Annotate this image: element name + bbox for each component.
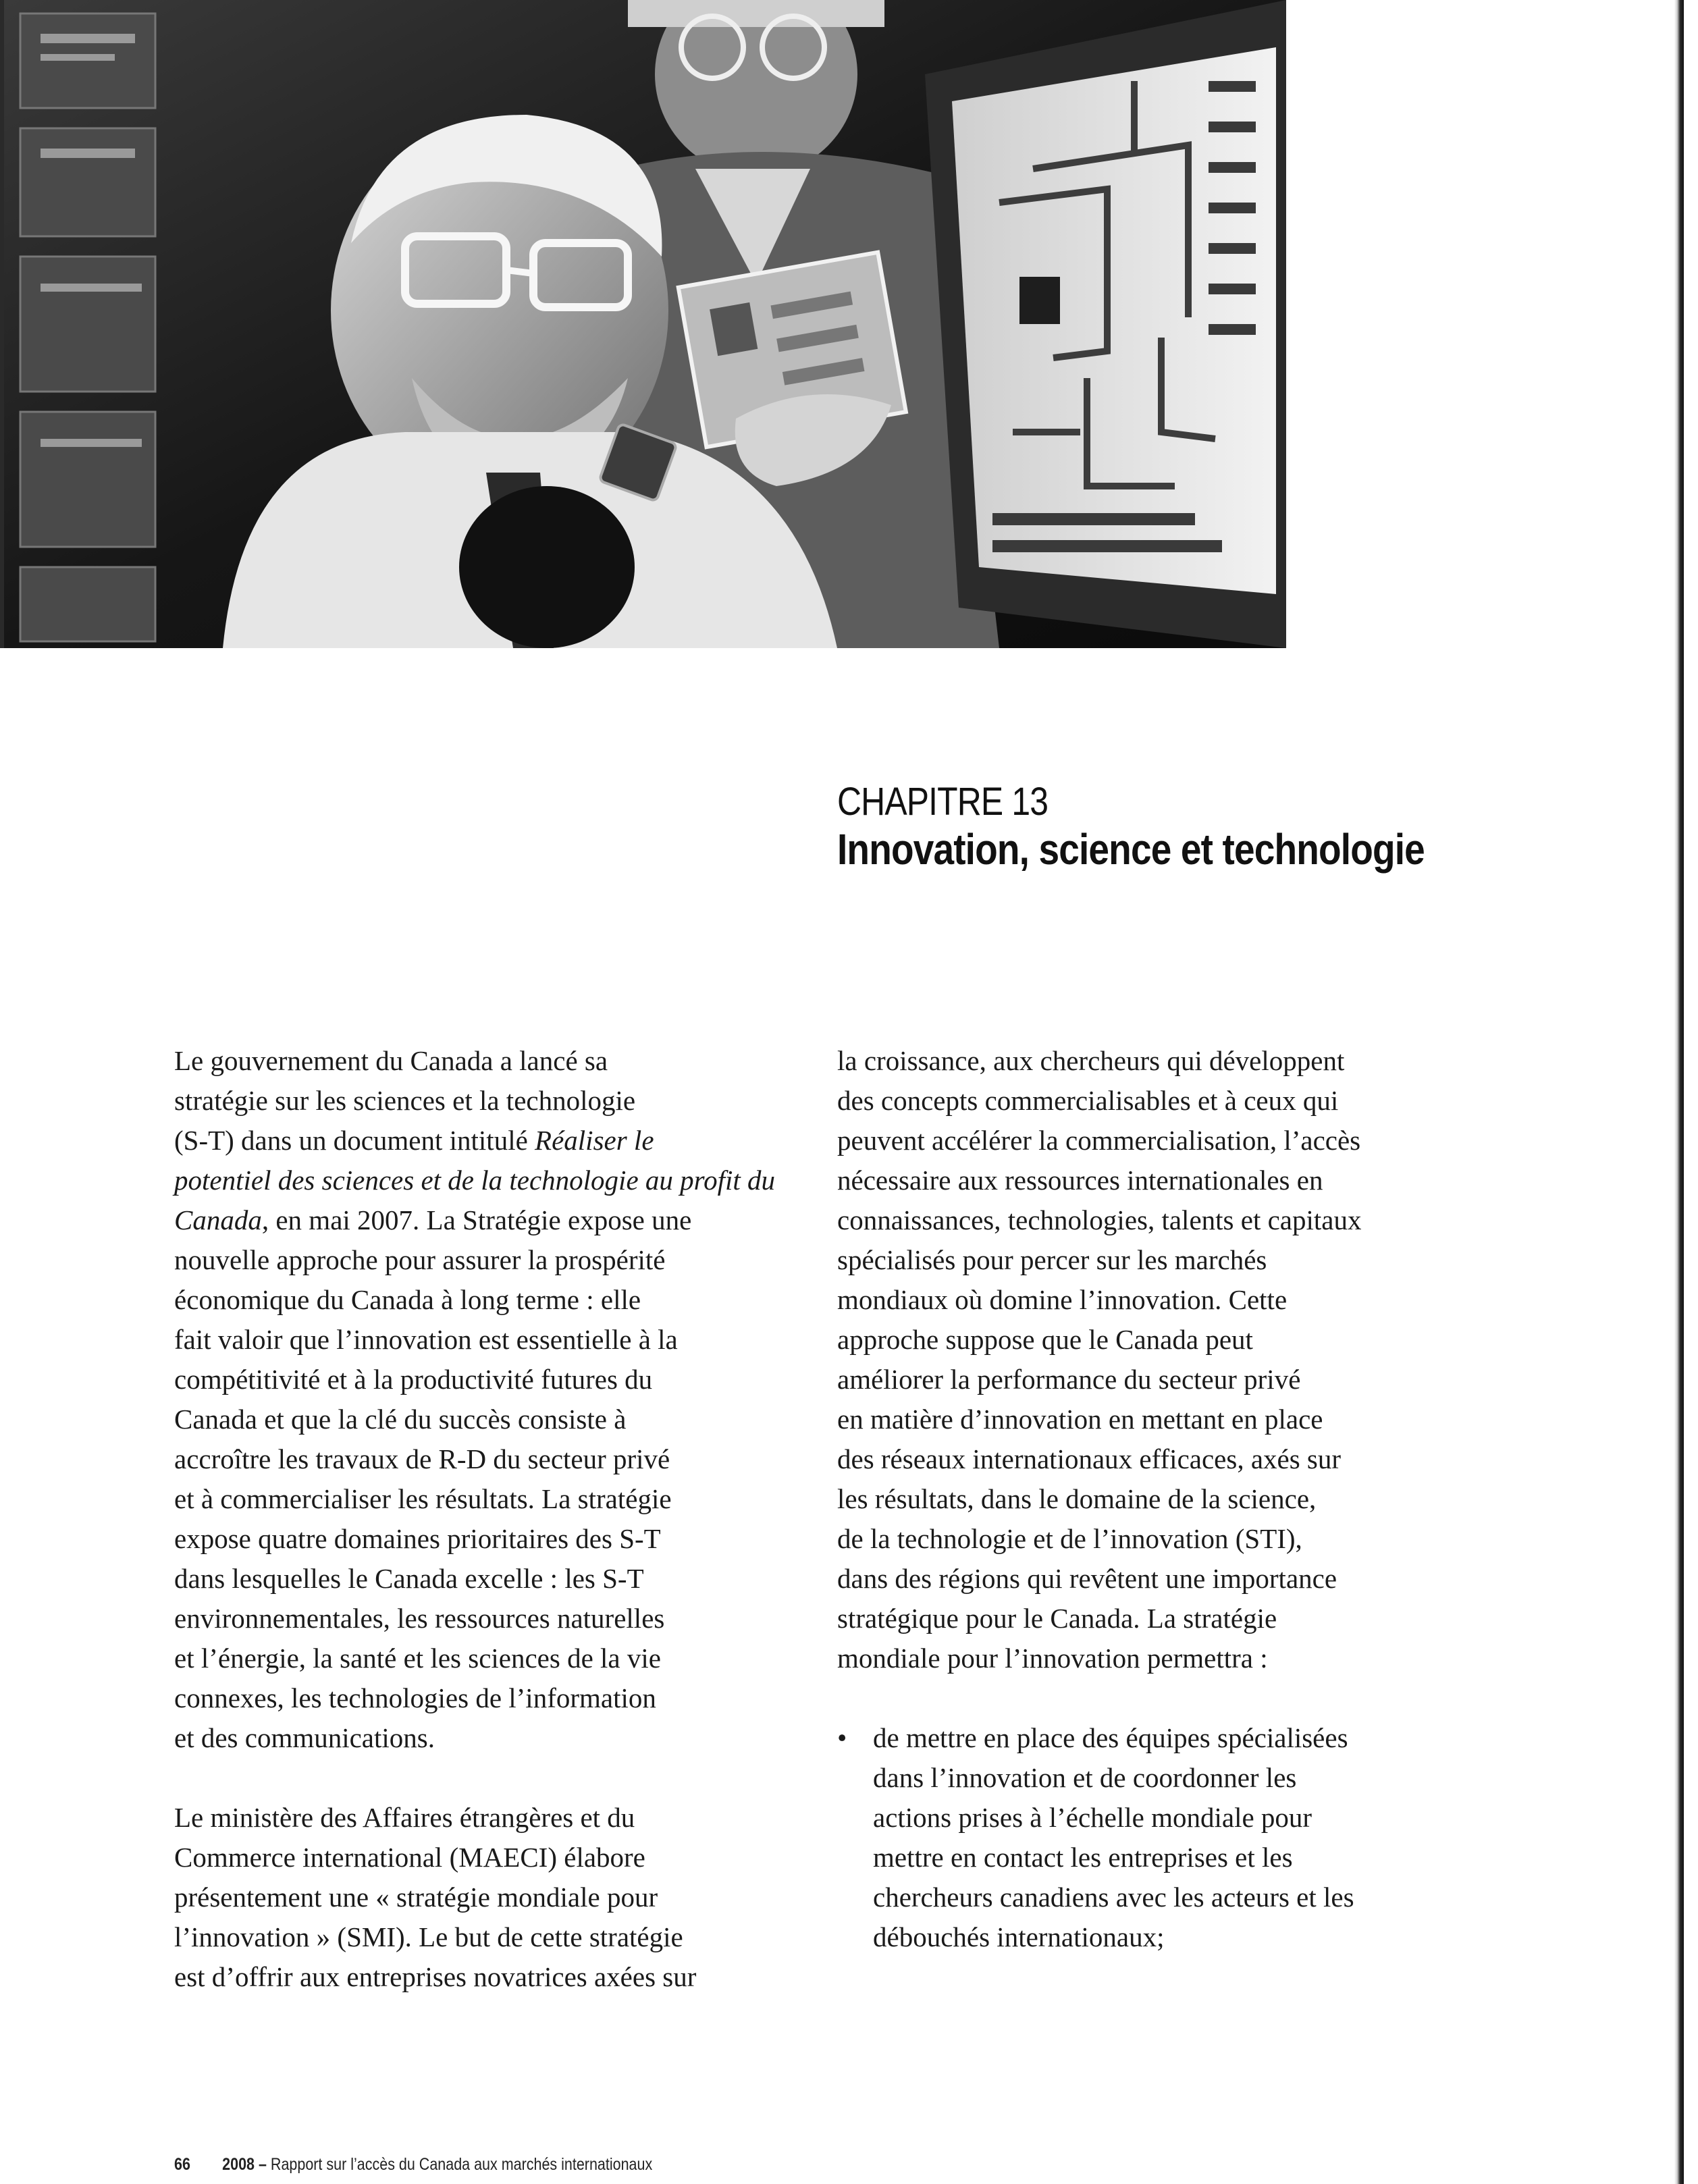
right-column bbox=[837, 1041, 1512, 1957]
text-line bbox=[174, 1200, 802, 1240]
text-line: fait valoir que l’innovation est essentielle à la bbox=[174, 1324, 678, 1355]
text-line: chercheurs canadiens avec les acteurs et les bbox=[873, 1882, 1354, 1913]
text-run: (S-T) dans un document intitulé bbox=[174, 1125, 535, 1156]
text-run: , en mai 2007. La Stratégie expose une bbox=[261, 1204, 692, 1235]
text-line bbox=[174, 1161, 802, 1200]
text-line: accroître les travaux de R-D du secteur privé bbox=[174, 1443, 670, 1474]
paragraph-gap bbox=[174, 1758, 802, 1798]
text-line: nouvelle approche pour assurer la prospérité bbox=[174, 1244, 666, 1275]
text-line: stratégie sur les sciences et la technologie bbox=[174, 1085, 636, 1116]
right-paragraph-1 bbox=[837, 1041, 1512, 1678]
bullet-icon: • bbox=[837, 1722, 847, 1753]
text-line: mondiaux où domine l’innovation. Cette bbox=[837, 1284, 1288, 1315]
left-paragraph-2 bbox=[174, 1798, 802, 1997]
text-line: compétitivité et à la productivité futures du bbox=[174, 1364, 653, 1395]
footer-title: Rapport sur l’accès du Canada aux marchés internationaux bbox=[270, 2155, 653, 2174]
bullet-item bbox=[837, 1718, 1512, 1957]
left-paragraph-1 bbox=[174, 1041, 802, 1758]
text-line: et à commercialiser les résultats. La stratégie bbox=[174, 1483, 672, 1514]
text-line: connexes, les technologies de l’information bbox=[174, 1682, 656, 1713]
text-line: la croissance, aux chercheurs qui développent bbox=[837, 1045, 1345, 1076]
text-line: de mettre en place des équipes spécialisées bbox=[873, 1722, 1348, 1753]
text-line: améliorer la performance du secteur privé bbox=[837, 1364, 1301, 1395]
text-line: mettre en contact les entreprises et les bbox=[873, 1842, 1293, 1873]
text-line: environnementales, les ressources naturelles bbox=[174, 1603, 665, 1634]
document-title-italic: potentiel des sciences et de la technologie au profit du bbox=[174, 1165, 776, 1196]
photo-illustration bbox=[0, 0, 1286, 648]
document-title-italic: Réaliser le bbox=[535, 1125, 654, 1156]
left-column bbox=[174, 1041, 802, 1997]
page-footer bbox=[174, 2155, 652, 2175]
text-line: économique du Canada à long terme : elle bbox=[174, 1284, 641, 1315]
text-line: Le ministère des Affaires étrangères et du bbox=[174, 1802, 635, 1833]
text-line: dans l’innovation et de coordonner les bbox=[873, 1762, 1297, 1793]
text-line: de la technologie et de l’innovation (STI), bbox=[837, 1523, 1302, 1554]
text-line: dans lesquelles le Canada excelle : les S-T bbox=[174, 1563, 644, 1594]
text-line: approche suppose que le Canada peut bbox=[837, 1324, 1253, 1355]
footer-year: 2008 – bbox=[222, 2155, 267, 2174]
text-line: les résultats, dans le domaine de la science, bbox=[837, 1483, 1317, 1514]
text-line: Commerce international (MAECI) élabore bbox=[174, 1842, 645, 1873]
text-line bbox=[174, 1121, 802, 1161]
text-line: dans des régions qui revêtent une importance bbox=[837, 1563, 1337, 1594]
text-line: et des communications. bbox=[174, 1722, 435, 1753]
chapter-label: CHAPITRE 13 bbox=[837, 780, 1049, 824]
text-line: stratégique pour le Canada. La stratégie bbox=[837, 1603, 1277, 1634]
text-line: débouchés internationaux; bbox=[873, 1921, 1165, 1952]
scan-edge-right bbox=[1674, 0, 1684, 2184]
text-line: en matière d’innovation en mettant en place bbox=[837, 1404, 1323, 1435]
chapter-title: Innovation, science et technologie bbox=[837, 825, 1425, 874]
paragraph-gap bbox=[837, 1678, 1512, 1718]
text-line: et l’énergie, la santé et les sciences de la vie bbox=[174, 1643, 661, 1674]
text-line: nécessaire aux ressources internationales en bbox=[837, 1165, 1323, 1196]
text-line: expose quatre domaines prioritaires des S-T bbox=[174, 1523, 661, 1554]
text-line: présentement une « stratégie mondiale pour bbox=[174, 1882, 658, 1913]
researchers-with-circuit-board-photo bbox=[0, 0, 1286, 648]
document-title-italic: Canada bbox=[174, 1204, 262, 1235]
text-line: des concepts commercialisables et à ceux qui bbox=[837, 1085, 1339, 1116]
text-line: Le gouvernement du Canada a lancé sa bbox=[174, 1045, 608, 1076]
text-line: mondiale pour l’innovation permettra : bbox=[837, 1643, 1268, 1674]
page-number: 66 bbox=[174, 2155, 190, 2174]
chapter-heading bbox=[837, 780, 1647, 874]
text-line: peuvent accélérer la commercialisation, l’accès bbox=[837, 1125, 1361, 1156]
scan-edge-left bbox=[0, 0, 4, 648]
text-line: est d’offrir aux entreprises novatrices axées sur bbox=[174, 1961, 697, 1992]
text-line: des réseaux internationaux efficaces, axés sur bbox=[837, 1443, 1342, 1474]
text-line: Canada et que la clé du succès consiste à bbox=[174, 1404, 627, 1435]
text-line: connaissances, technologies, talents et capitaux bbox=[837, 1204, 1362, 1235]
text-line: l’innovation » (SMI). Le but de cette stratégie bbox=[174, 1921, 683, 1952]
text-line: spécialisés pour percer sur les marchés bbox=[837, 1244, 1267, 1275]
text-line: actions prises à l’échelle mondiale pour bbox=[873, 1802, 1312, 1833]
